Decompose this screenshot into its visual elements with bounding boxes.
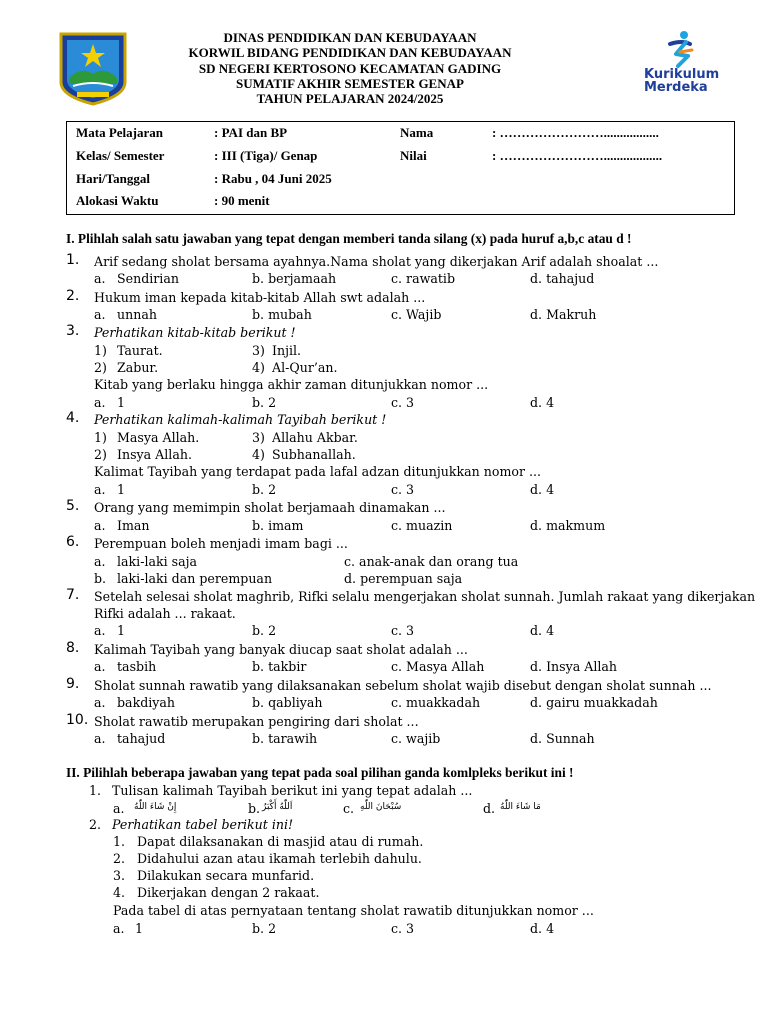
option-c[interactable]: c. anak-anak dan orang tua: [344, 554, 519, 569]
option-a-text[interactable]: Iman: [117, 518, 150, 533]
date-label: Hari/Tanggal: [76, 171, 150, 186]
option-d[interactable]: d. makmum: [530, 518, 606, 533]
option-b[interactable]: b. imam: [252, 518, 304, 533]
option-a-text[interactable]: 1: [135, 921, 144, 936]
option-b-arabic[interactable]: اَللّٰهُ أَكْبَرُ: [262, 802, 293, 812]
header-line-1: DINAS PENDIDIKAN DAN KEBUDAYAAN: [223, 30, 477, 45]
question-number: 1.: [89, 783, 102, 798]
list-item: Al-Qur’an.: [272, 360, 338, 375]
header-line-4: SUMATIF AKHIR SEMESTER GENAP: [236, 75, 464, 91]
question-number: 6.: [66, 534, 80, 550]
option-d[interactable]: d. Insya Allah: [530, 659, 618, 674]
question-text: Tulisan kalimah Tayibah berikut ini yang tepat adalah ...: [112, 783, 473, 798]
question-text: Perhatikan tabel berikut ini!: [112, 817, 294, 832]
name-field[interactable]: : …………………….................: [492, 125, 659, 140]
kurikulum-merdeka-figure-icon: [640, 30, 720, 68]
option-c[interactable]: c. muazin: [391, 518, 453, 533]
option-c-letter: c.: [343, 801, 355, 816]
option-c[interactable]: c. 3: [391, 623, 415, 638]
option-a-letter: a.: [94, 659, 106, 674]
option-b-text[interactable]: laki-laki dan perempuan: [117, 571, 273, 586]
list-num: 4): [252, 447, 265, 462]
option-c[interactable]: c. 3: [391, 921, 415, 936]
question-number: 4.: [66, 410, 80, 426]
list-num: 4): [252, 360, 265, 375]
question-number: 1.: [66, 252, 80, 268]
option-d-arabic[interactable]: مَا شَاءَ اللّٰهُ: [500, 802, 541, 812]
logo-text-merdeka: Merdeka: [644, 80, 708, 95]
option-d[interactable]: d. Sunnah: [530, 731, 595, 746]
question-text-cont: Rifki adalah ... rakaat.: [94, 606, 236, 621]
statement-text: Dikerjakan dengan 2 rakaat.: [137, 885, 320, 900]
option-b[interactable]: b. 2: [252, 395, 277, 410]
header-line-2: KORWIL BIDANG PENDIDIKAN DAN KEBUDAYAAN: [188, 45, 512, 61]
option-a-letter: a.: [94, 395, 106, 410]
option-a-text[interactable]: 1: [117, 623, 126, 638]
question-number: 5.: [66, 498, 80, 514]
name-label: Nama: [400, 125, 434, 140]
header-line-5: TAHUN PELAJARAN 2024/2025: [256, 91, 444, 107]
option-d[interactable]: d. 4: [530, 482, 555, 497]
option-b[interactable]: b. 2: [252, 921, 277, 936]
section-2-title: II. Pilihlah beberapa jawaban yang tepat pada soal pilihan ganda komlpleks berikut ini !: [66, 765, 574, 780]
list-num: 2): [94, 447, 107, 462]
option-b[interactable]: b. takbir: [252, 659, 307, 674]
option-a-letter: a.: [113, 921, 125, 936]
statement-num: 3.: [113, 868, 126, 883]
question-text: Hukum iman kepada kitab-kitab Allah swt adalah ...: [94, 290, 426, 305]
regency-emblem-logo: [57, 30, 129, 106]
option-b-letter: b.: [94, 571, 107, 586]
option-b[interactable]: b. tarawih: [252, 731, 318, 746]
question-stem: Kitab yang berlaku hingga akhir zaman ditunjukkan nomor ...: [94, 377, 489, 392]
statement-text: Didahului azan atau ikamah terlebih dahulu.: [137, 851, 422, 866]
question-text: Sholat sunnah rawatib yang dilaksanakan sebelum sholat wajib disebut dengan sholat sunnah ...: [94, 678, 712, 693]
option-a-letter: a.: [94, 307, 106, 322]
option-a-text[interactable]: tasbih: [117, 659, 157, 674]
option-a-text[interactable]: bakdiyah: [117, 695, 176, 710]
option-d-letter: d.: [483, 801, 496, 816]
question-number: 8.: [66, 640, 80, 656]
duration-value: : 90 menit: [214, 193, 270, 208]
question-text: Kalimah Tayibah yang banyak diucap saat sholat adalah ...: [94, 642, 468, 657]
question-text: Sholat rawatib merupakan pengiring dari sholat ...: [94, 714, 419, 729]
class-semester-label: Kelas/ Semester: [76, 148, 165, 163]
statement-num: 1.: [113, 834, 126, 849]
option-a-arabic[interactable]: إِنْ شَاءَ اللّٰهُ: [134, 802, 177, 812]
list-item: Zabur.: [117, 360, 159, 375]
option-d[interactable]: d. Makruh: [530, 307, 597, 322]
statement-num: 4.: [113, 885, 126, 900]
option-c[interactable]: c. wajib: [391, 731, 441, 746]
date-value: : Rabu , 04 Juni 2025: [214, 171, 332, 186]
student-info-box: [66, 121, 735, 215]
question-text: Setelah selesai sholat maghrib, Rifki selalu mengerjakan sholat sunnah. Jumlah rakaat yang dikerjakan: [94, 589, 756, 604]
logo-text-kurikulum: Kurikulum: [644, 67, 720, 82]
option-a-letter: a.: [113, 801, 125, 816]
statement-num: 2.: [113, 851, 126, 866]
option-c[interactable]: c. 3: [391, 395, 415, 410]
option-b[interactable]: b. mubah: [252, 307, 312, 322]
option-d[interactable]: d. perempuan saja: [344, 571, 463, 586]
option-a-letter: a.: [94, 623, 106, 638]
list-item: Masya Allah.: [117, 430, 200, 445]
option-a-letter: a.: [94, 518, 106, 533]
option-a-text[interactable]: 1: [117, 482, 126, 497]
option-d[interactable]: d. 4: [530, 395, 555, 410]
option-a-text[interactable]: unnah: [117, 307, 157, 322]
question-number: 10.: [66, 712, 89, 728]
option-b-letter: b.: [248, 801, 261, 816]
option-d[interactable]: d. 4: [530, 623, 555, 638]
list-num: 3): [252, 430, 265, 445]
option-d[interactable]: d. gairu muakkadah: [530, 695, 658, 710]
option-a-letter: a.: [94, 695, 106, 710]
option-c[interactable]: c. Wajib: [391, 307, 442, 322]
question-stem: Kalimat Tayibah yang terdapat pada lafal adzan ditunjukkan nomor ...: [94, 464, 542, 479]
option-a-letter: a.: [94, 731, 106, 746]
option-d[interactable]: d. 4: [530, 921, 555, 936]
option-a-text[interactable]: Sendirian: [117, 271, 179, 286]
kurikulum-merdeka-logo: [640, 30, 720, 102]
question-text: Orang yang memimpin sholat berjamaah dinamakan ...: [94, 500, 446, 515]
question-text: Perhatikan kalimah-kalimah Tayibah berikut !: [94, 412, 387, 427]
option-d[interactable]: d. tahajud: [530, 271, 595, 286]
option-a-letter: a.: [94, 554, 106, 569]
option-b[interactable]: b. 2: [252, 482, 277, 497]
list-num: 2): [94, 360, 107, 375]
list-num: 1): [94, 430, 107, 445]
header-line-3: SD NEGERI KERTOSONO KECAMATAN GADING: [198, 60, 502, 76]
list-item: Allahu Akbar.: [272, 430, 358, 445]
option-a-letter: a.: [94, 271, 106, 286]
question-text: Perhatikan kitab-kitab berikut !: [94, 325, 296, 340]
subject-value: : PAI dan BP: [214, 125, 288, 140]
list-item: Subhanallah.: [272, 447, 356, 462]
list-num: 3): [252, 343, 265, 358]
list-item: Insya Allah.: [117, 447, 192, 462]
question-number: 2.: [66, 288, 80, 304]
class-semester-value: : III (Tiga)/ Genap: [214, 148, 318, 163]
option-a-text[interactable]: 1: [117, 395, 126, 410]
question-text: Arif sedang sholat bersama ayahnya.Nama sholat yang dikerjakan Arif adalah shoalat ...: [94, 254, 659, 269]
option-a-text[interactable]: tahajud: [117, 731, 166, 746]
option-a-text[interactable]: laki-laki saja: [117, 554, 198, 569]
statement-text: Dapat dilaksanakan di masjid atau di rumah.: [137, 834, 424, 849]
option-c[interactable]: c. Masya Allah: [391, 659, 485, 674]
list-num: 1): [94, 343, 107, 358]
option-c[interactable]: c. rawatib: [391, 271, 456, 286]
question-text: Perempuan boleh menjadi imam bagi ...: [94, 536, 348, 551]
school-header: [140, 30, 560, 106]
option-b[interactable]: b. berjamaah: [252, 271, 337, 286]
statement-text: Dilakukan secara munfarid.: [137, 868, 315, 883]
list-item: Injil.: [272, 343, 302, 358]
subject-label: Mata Pelajaran: [76, 125, 164, 140]
question-number: 9.: [66, 676, 80, 692]
list-item: Taurat.: [117, 343, 163, 358]
option-b[interactable]: b. qabliyah: [252, 695, 323, 710]
section-1-title: I. Plihlah salah satu jawaban yang tepat dengan memberi tanda silang (x) pada huruf a,b,c atau d !: [66, 231, 632, 246]
option-b[interactable]: b. 2: [252, 623, 277, 638]
option-c[interactable]: c. 3: [391, 482, 415, 497]
option-c[interactable]: c. muakkadah: [391, 695, 481, 710]
score-field[interactable]: : ……………………..................: [492, 148, 663, 163]
option-a-letter: a.: [94, 482, 106, 497]
duration-label: Alokasi Waktu: [76, 193, 159, 208]
question-number: 7.: [66, 587, 80, 603]
question-stem: Pada tabel di atas pernyataan tentang sholat rawatib ditunjukkan nomor ...: [113, 903, 594, 918]
option-c-arabic[interactable]: سُبْحَانَ اللّٰهِ: [360, 802, 402, 812]
question-number: 3.: [66, 323, 80, 339]
question-number: 2.: [89, 817, 102, 832]
score-label: Nilai: [400, 148, 427, 163]
